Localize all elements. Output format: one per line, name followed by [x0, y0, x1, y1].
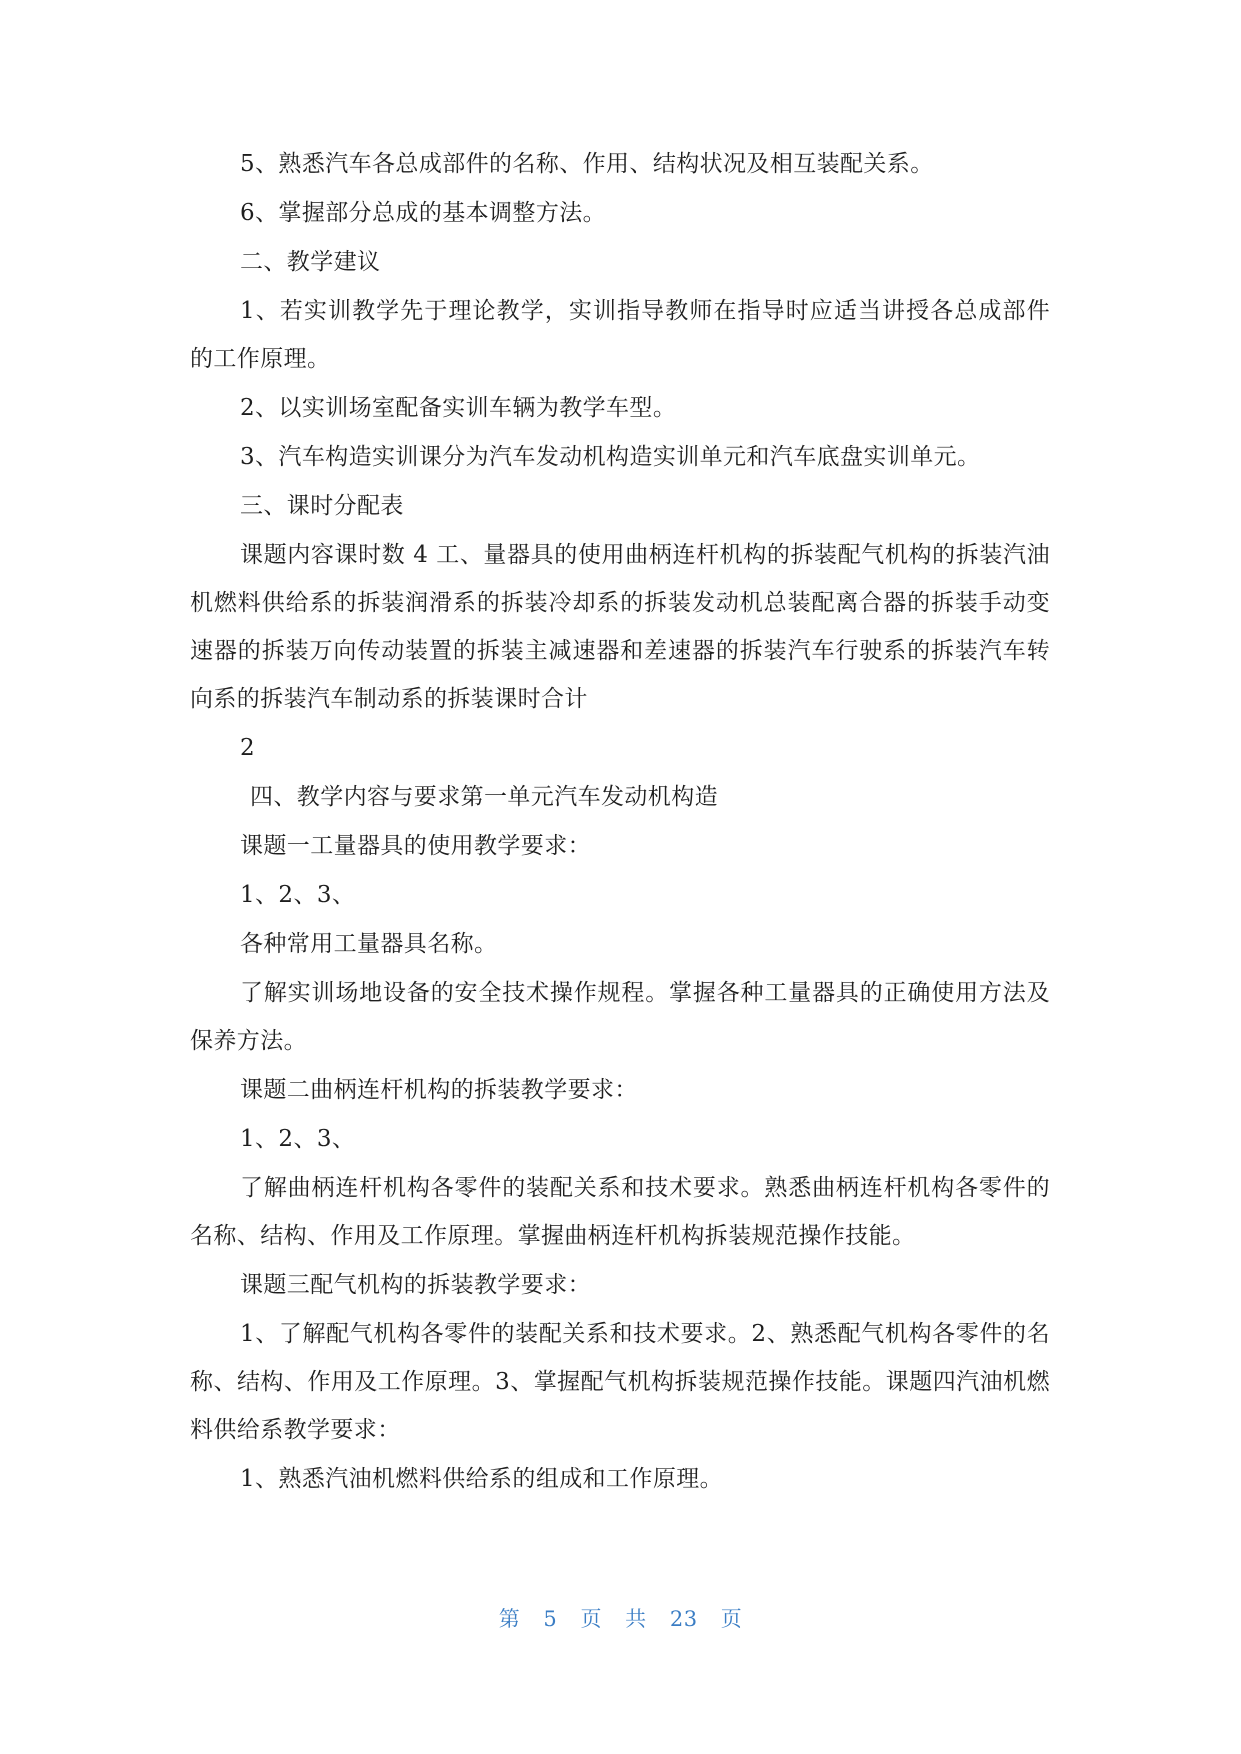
page-footer: [0, 1603, 1241, 1633]
paragraph-13: 各种常用工量器具名称。: [240, 931, 498, 957]
paragraph-18: 课题三配气机构的拆装教学要求：: [240, 1272, 591, 1298]
footer-gong: 共: [625, 1607, 647, 1631]
footer-page-number: 5: [543, 1607, 558, 1631]
footer-di: 第: [498, 1607, 521, 1631]
paragraph-1: 5、熟悉汽车各总成部件的名称、作用、结构状况及相互装配关系。: [240, 151, 934, 177]
paragraph-15: 课题二曲柄连杆机构的拆装教学要求：: [240, 1077, 638, 1103]
paragraph-19: 1、了解配气机构各零件的装配关系和技术要求。2、熟悉配气机构各零件的名称、结构、作用及工作原理。3、掌握配气机构拆装规范操作技能。课题四汽油机燃料供给系教学要求：: [190, 1321, 1050, 1443]
paragraph-9: 2: [240, 735, 256, 761]
paragraph-12: 1、2、3、: [240, 882, 356, 908]
paragraph-8: 课题内容课时数 4 工、量器具的使用曲柄连杆机构的拆装配气机构的拆装汽油机燃料供给系的拆装润滑系的拆装冷却系的拆装发动机总装配离合器的拆装手动变速器的拆装万向传动装置的拆装主减速器和差速器的拆装汽车行驶系的拆装汽车转向系的拆装汽车制动系的拆装课时合计: [190, 542, 1050, 712]
paragraph-6: 3、汽车构造实训课分为汽车发动机构造实训单元和汽车底盘实训单元。: [240, 444, 981, 470]
paragraph-11: 课题一工量器具的使用教学要求：: [240, 833, 591, 859]
paragraph-2: 6、掌握部分总成的基本调整方法。: [240, 200, 607, 226]
footer-ye2: 页: [720, 1607, 743, 1631]
paragraph-4: 1、若实训教学先于理论教学，实训指导教师在指导时应适当讲授各总成部件的工作原理。: [190, 298, 1050, 372]
paragraph-20: 1、熟悉汽油机燃料供给系的组成和工作原理。: [240, 1466, 724, 1492]
paragraph-17: 了解曲柄连杆机构各零件的装配关系和技术要求。熟悉曲柄连杆机构各零件的名称、结构、作用及工作原理。掌握曲柄连杆机构拆装规范操作技能。: [190, 1175, 1050, 1249]
footer-total-pages: 23: [669, 1607, 698, 1631]
page-content: [190, 150, 1050, 1514]
paragraph-5: 2、以实训场室配备实训车辆为教学车型。: [240, 395, 677, 421]
paragraph-14: 了解实训场地设备的安全技术操作规程。掌握各种工量器具的正确使用方法及保养方法。: [190, 980, 1050, 1054]
section-heading-3: 三、课时分配表: [240, 493, 404, 519]
paragraph-16: 1、2、3、: [240, 1126, 356, 1152]
section-heading-2: 二、教学建议: [240, 249, 381, 275]
section-heading-4: 四、教学内容与要求第一单元汽车发动机构造: [250, 784, 718, 810]
footer-ye: 页: [580, 1607, 602, 1631]
